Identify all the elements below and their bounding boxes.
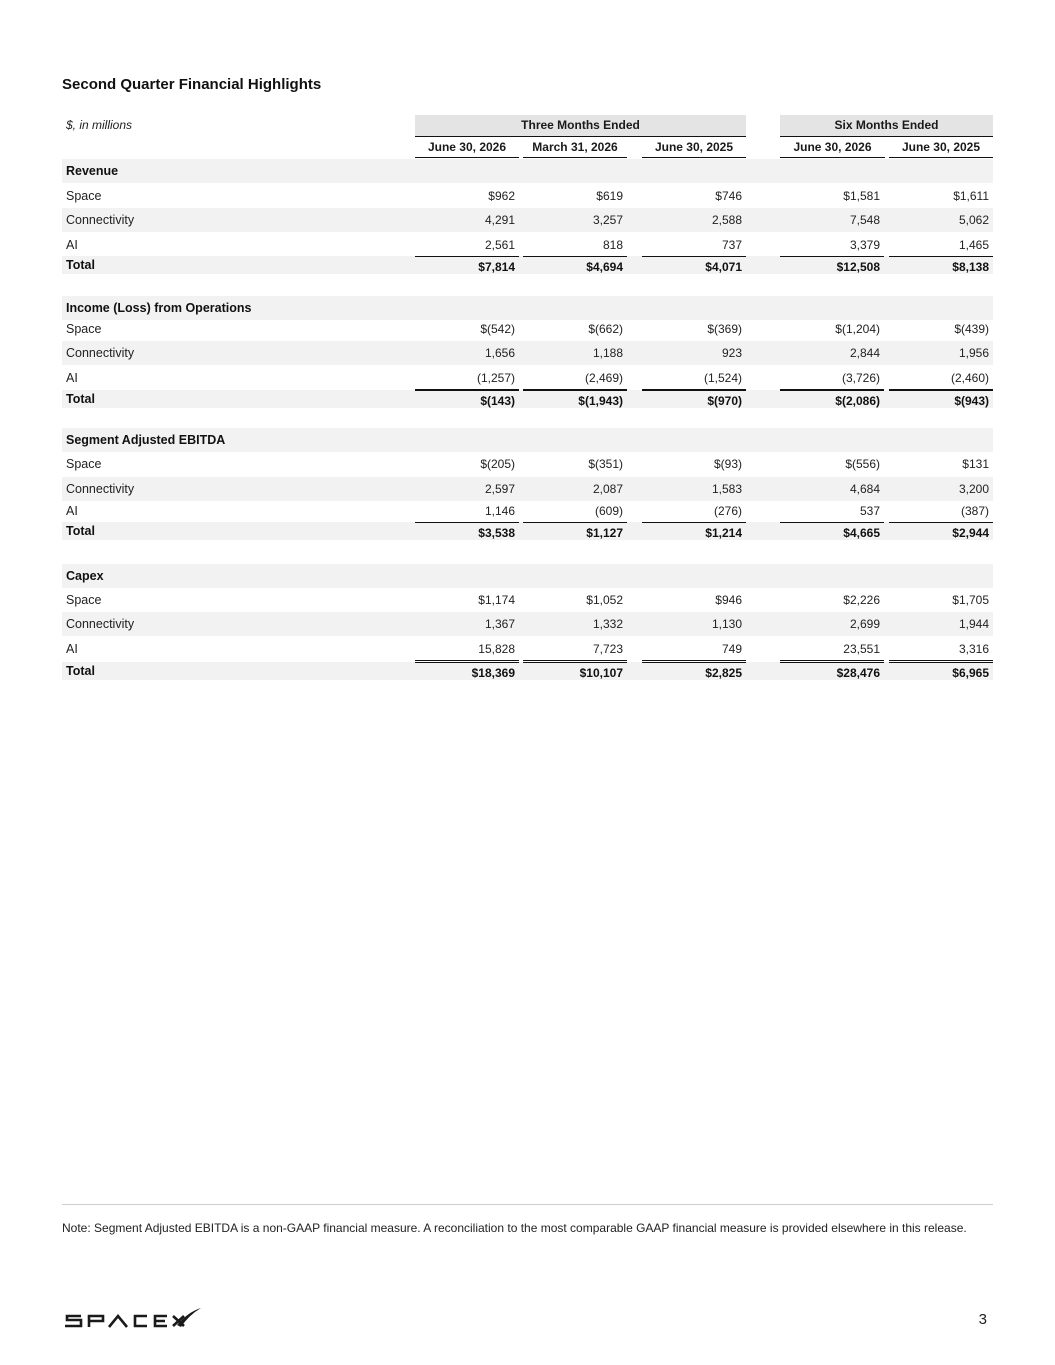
table-row	[62, 588, 993, 612]
row-label: AI	[66, 504, 78, 518]
table-cell: $962	[488, 189, 515, 203]
table-cell: $619	[596, 189, 623, 203]
total-cell: $(943)	[889, 390, 993, 408]
group-header-six-months: Six Months Ended	[780, 115, 993, 137]
section-header-row	[62, 428, 993, 452]
total-cell: $(143)	[415, 390, 519, 408]
table-cell: $(1,204)	[835, 322, 880, 336]
table-cell: 1,583	[711, 482, 742, 496]
table-cell: 1,944	[958, 617, 989, 631]
table-cell: 1,332	[592, 617, 623, 631]
table-cell: 1,188	[592, 346, 623, 360]
row-label: AI	[66, 238, 78, 252]
table-cell: 2,588	[711, 213, 742, 227]
table-cell: 1,367	[484, 617, 515, 631]
footer-divider	[62, 1204, 993, 1205]
table-cell: $1,705	[952, 593, 989, 607]
table-row	[62, 366, 993, 390]
total-row	[62, 522, 993, 540]
section-title: Revenue	[66, 164, 119, 178]
row-label: Connectivity	[66, 617, 135, 631]
total-cell: $1,214	[642, 522, 746, 540]
group-header-three-months: Three Months Ended	[415, 115, 746, 137]
table-row	[62, 233, 993, 257]
row-label: Space	[66, 189, 102, 203]
table-cell: $1,174	[478, 593, 515, 607]
section-title: Income (Loss) from Operations	[66, 301, 252, 315]
total-cell: $(970)	[642, 390, 746, 408]
table-cell: 1,956	[958, 346, 989, 360]
table-cell: 923	[721, 346, 742, 360]
total-cell: $4,694	[523, 256, 627, 274]
table-row	[62, 612, 993, 636]
table-cell: 2,561	[415, 233, 519, 257]
table-cell: 7,723	[523, 637, 627, 661]
total-label: Total	[66, 258, 95, 272]
table-cell: 537	[780, 499, 884, 523]
table-cell: $(205)	[480, 457, 515, 471]
table-cell: 4,291	[484, 213, 515, 227]
row-label: Connectivity	[66, 346, 135, 360]
table-cell: $(662)	[588, 322, 623, 336]
table-cell: $1,611	[953, 189, 989, 203]
total-cell: $2,944	[889, 522, 993, 540]
table-cell: $(93)	[713, 457, 742, 471]
table-row	[62, 184, 993, 208]
table-cell: 2,844	[849, 346, 880, 360]
table-cell: 3,379	[780, 233, 884, 257]
table-cell: 1,146	[415, 499, 519, 523]
total-cell: $1,127	[523, 522, 627, 540]
row-label: AI	[66, 642, 78, 656]
table-cell: 2,699	[849, 617, 880, 631]
table-cell: 3,316	[889, 637, 993, 661]
row-label: Space	[66, 593, 102, 607]
table-row	[62, 208, 993, 232]
total-cell: $4,665	[780, 522, 884, 540]
table-cell: $746	[715, 189, 742, 203]
column-header: June 30, 2026	[415, 137, 519, 158]
table-cell: $1,052	[586, 593, 623, 607]
table-cell: 2,597	[484, 482, 515, 496]
table-cell: $(542)	[480, 322, 515, 336]
table-cell: $(369)	[707, 322, 742, 336]
table-cell: $(351)	[588, 457, 623, 471]
section-header-row	[62, 159, 993, 183]
total-label: Total	[66, 392, 95, 406]
table-cell: 15,828	[415, 637, 519, 661]
total-row	[62, 390, 993, 408]
column-header: June 30, 2025	[889, 137, 993, 158]
row-label: AI	[66, 371, 78, 385]
section-header-row	[62, 564, 993, 588]
spacex-logo-icon	[63, 1306, 203, 1335]
row-label: Connectivity	[66, 213, 135, 227]
table-cell: $(556)	[845, 457, 880, 471]
table-cell: 3,200	[958, 482, 989, 496]
table-cell: 818	[523, 233, 627, 257]
table-row	[62, 499, 993, 523]
table-row	[62, 637, 993, 661]
table-row	[62, 452, 993, 476]
total-cell: $10,107	[523, 662, 627, 680]
table-row	[62, 477, 993, 501]
section-title: Capex	[66, 569, 104, 583]
table-cell: $2,226	[843, 593, 880, 607]
table-cell: (2,460)	[889, 366, 993, 390]
table-cell: (387)	[889, 499, 993, 523]
table-cell: (609)	[523, 499, 627, 523]
table-cell: 1,465	[889, 233, 993, 257]
total-cell: $2,825	[642, 662, 746, 680]
table-cell: 749	[642, 637, 746, 661]
table-cell: 5,062	[958, 213, 989, 227]
section-title: Segment Adjusted EBITDA	[66, 433, 226, 447]
table-row	[62, 341, 993, 365]
total-cell: $4,071	[642, 256, 746, 274]
table-row	[62, 317, 993, 341]
total-cell: $6,965	[889, 662, 993, 680]
table-cell: $1,581	[843, 189, 880, 203]
row-label: Space	[66, 322, 102, 336]
total-cell: $8,138	[889, 256, 993, 274]
total-cell: $28,476	[780, 662, 884, 680]
column-header: June 30, 2026	[780, 137, 885, 158]
table-cell: 3,257	[592, 213, 623, 227]
total-cell: $18,369	[415, 662, 519, 680]
total-label: Total	[66, 664, 95, 678]
units-label: $, in millions	[66, 118, 133, 132]
total-cell: $(1,943)	[523, 390, 627, 408]
footnote: Note: Segment Adjusted EBITDA is a non-GAAP financial measure. A reconciliation to the most comparable GAAP financial measure is provided elsewhere in this release.	[62, 1221, 967, 1235]
total-cell: $3,538	[415, 522, 519, 540]
total-cell: $7,814	[415, 256, 519, 274]
table-cell: 1,130	[711, 617, 742, 631]
table-cell: 4,684	[849, 482, 880, 496]
table-cell: (1,257)	[415, 366, 519, 390]
total-cell: $(2,086)	[780, 390, 884, 408]
table-cell: 7,548	[849, 213, 880, 227]
page-number: 3	[978, 1311, 987, 1328]
row-label: Space	[66, 457, 102, 471]
column-header: June 30, 2025	[642, 137, 746, 158]
table-cell: $946	[715, 593, 742, 607]
total-cell: $12,508	[780, 256, 884, 274]
total-row	[62, 256, 993, 274]
table-cell: 737	[642, 233, 746, 257]
page-title: Second Quarter Financial Highlights	[62, 76, 322, 93]
table-cell: 2,087	[592, 482, 623, 496]
column-header: March 31, 2026	[523, 137, 627, 158]
total-label: Total	[66, 524, 95, 538]
table-cell: (3,726)	[780, 366, 884, 390]
table-cell: (1,524)	[642, 366, 746, 390]
table-cell: (276)	[642, 499, 746, 523]
table-cell: (2,469)	[523, 366, 627, 390]
total-row	[62, 662, 993, 680]
row-label: Connectivity	[66, 482, 135, 496]
table-cell: 1,656	[484, 346, 515, 360]
table-cell: $131	[962, 457, 989, 471]
table-cell: 23,551	[780, 637, 884, 661]
table-cell: $(439)	[954, 322, 989, 336]
